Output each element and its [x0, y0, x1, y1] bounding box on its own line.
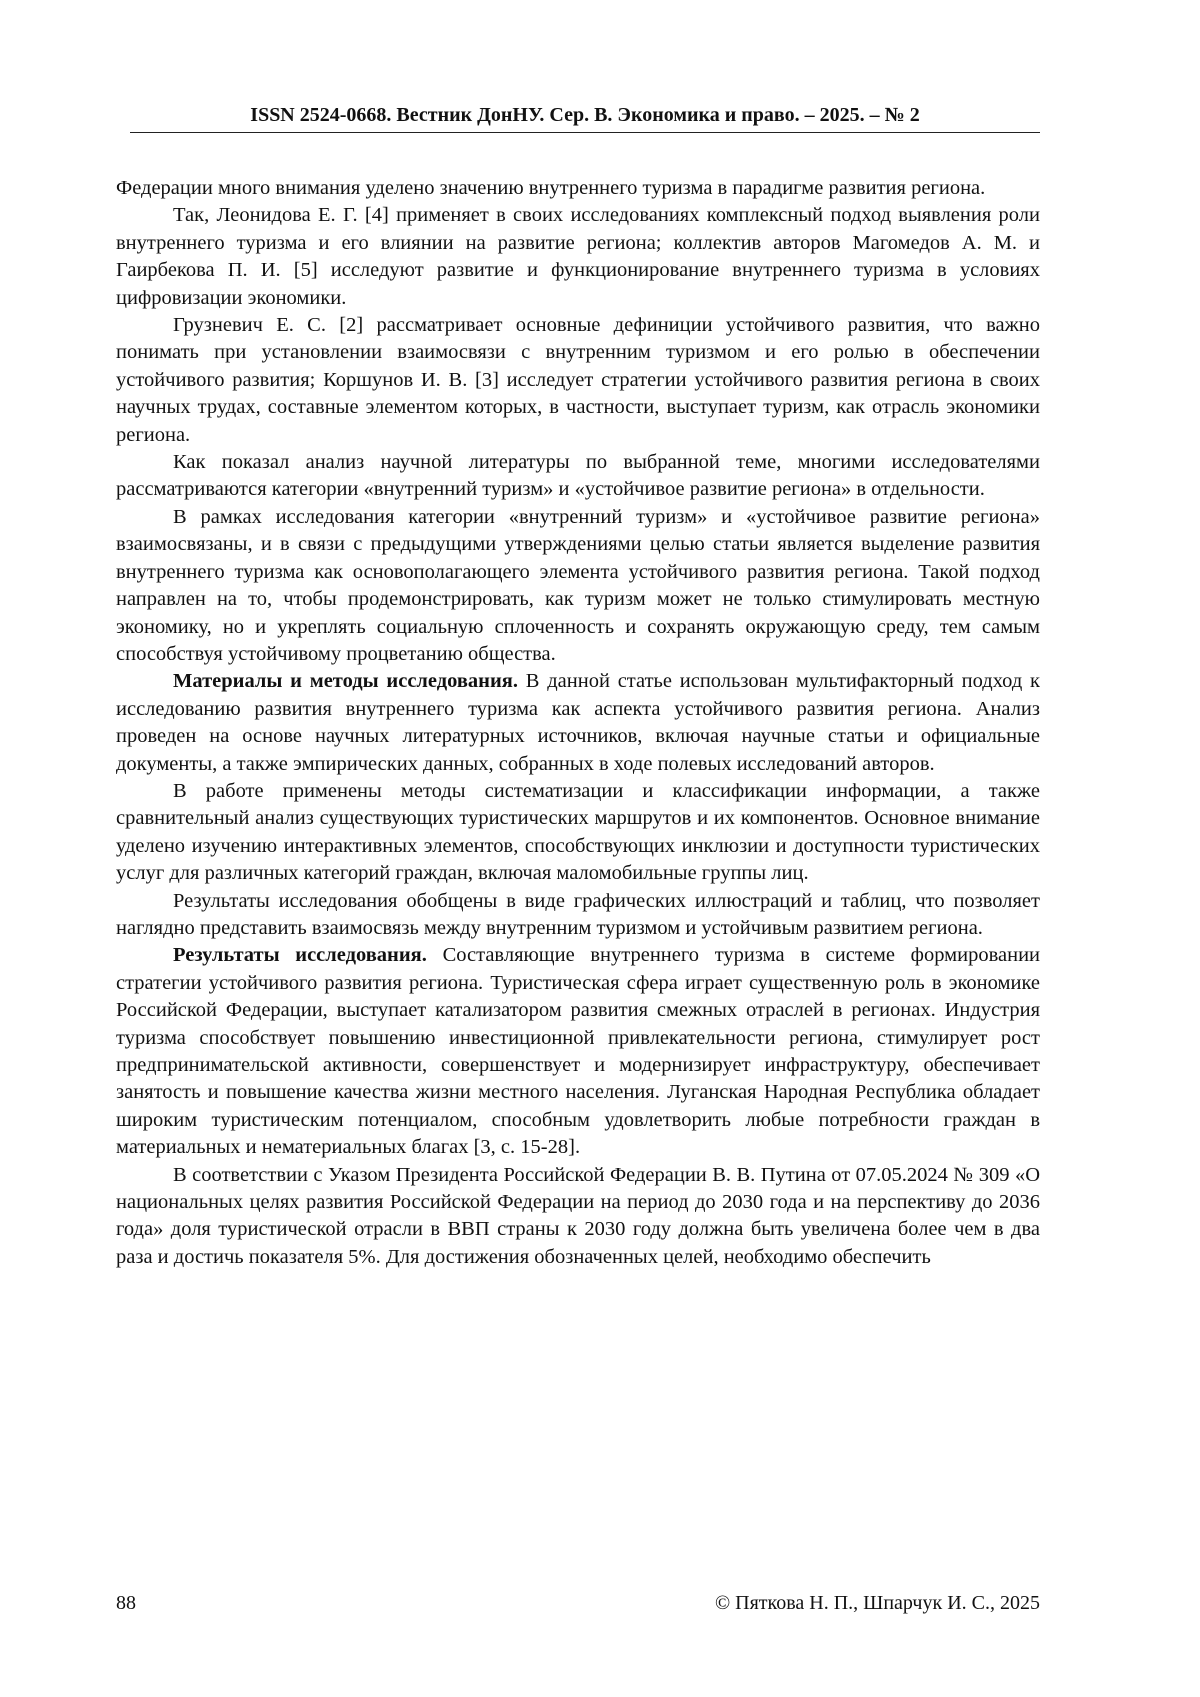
running-header: ISSN 2524-0668. Вестник ДонНУ. Сер. В. Экономика и право. – 2025. – № 2 — [250, 104, 920, 126]
page-footer — [116, 1590, 1040, 1616]
paragraph-literature-2: Грузневич Е. С. [2] рассматривает основные дефиниции устойчивого развития, что важно понимать при установлении взаимосвязи с внутренним туризмом и его ролью в обеспечении устойчивого развития; Коршунов И. В. [3] исследует стратегии устойчивого развития региона в своих научных трудах, составные элементом которых, в частности, выступает туризм, как отрасль экономики региона. — [116, 314, 1040, 446]
paragraph-results-2: В соответствии с Указом Президента Российской Федерации В. В. Путина от 07.05.2024 № 309 «О национальных целях развития Российской Федерации на период до 2030 года и на перспективу до 2036 года» доля туристической отрасли в ВВП страны к 2030 году должна быть увеличена более чем в два раза и достичь показателя 5%. Для достижения обозначенных целей, необходимо обеспечить — [116, 1163, 1040, 1268]
results-text: Составляющие внутреннего туризма в системе формировании стратегии устойчивого развития региона. Туристическая сфера играет существенную роль в экономике Российской Федерации, выступает катализатором развития смежных отраслей в регионах. Индустрия туризма способствует повышению инвестиционной привлекательности региона, стимулирует рост предпринимательской активности, совершенствует и модернизирует инфраструктуру, обеспечивает занятость и повышение качества жизни местного населения. Луганская Народная Республика обладает широким туристическим потенциалом, способным удовлетворить любые потребности граждан в материальных и нематериальных благах [3, с. 15-28]. — [116, 944, 1041, 1159]
article-body — [116, 175, 1040, 1271]
paragraph-methods — [116, 668, 1040, 778]
copyright-notice: © Пяткова Н. П., Шпарчук И. С., 2025 — [714, 1592, 1040, 1614]
paragraph-methods-3: Результаты исследования обобщены в виде графических иллюстраций и таблиц, что позволяет наглядно представить взаимосвязь между внутренним туризмом и устойчивым развитием региона. — [116, 889, 1040, 939]
header-divider — [130, 132, 1040, 133]
paragraph-article-goal: В рамках исследования категории «внутренний туризм» и «устойчивое развитие региона» взаимосвязаны, и в связи с предыдущими утверждениями целью статьи является выделение развития внутреннего туризма как основополагающего элемента устойчивого развития региона. Такой подход направлен на то, чтобы продемонстрировать, как туризм может не только стимулировать местную экономику, но и укреплять социальную сплоченность и сохранять окружающую среду, тем самым способствуя устойчивому процветанию общества. — [116, 505, 1040, 665]
paragraph-methods-2: В работе применены методы систематизации и классификации информации, а также сравнительный анализ существующих туристических маршрутов и их компонентов. Основное внимание уделено изучению интерактивных элементов, способствующих инклюзии и доступности туристических услуг для различных категорий граждан, включая маломобильные группы лиц. — [116, 779, 1040, 885]
page-number: 88 — [116, 1592, 136, 1614]
paragraph-results — [116, 942, 1040, 1161]
paragraph-literature-analysis: Как показал анализ научной литературы по выбранной теме, многими исследователями рассматриваются категории «внутренний туризм» и «устойчивое развитие региона» в отдельности. — [116, 451, 1040, 501]
methods-heading: Материалы и методы исследования. — [173, 670, 519, 693]
paragraph-continuation: Федерации много внимания уделено значению внутреннего туризма в парадигме развития региона. — [116, 177, 986, 199]
methods-text: В данной статье использован мультифакторный подход к исследованию развития внутреннего туризма как аспекта устойчивого развития региона. Анализ проведен на основе научных литературных источников, включая научные статьи и официальные документы, а также эмпирических данных, собранных в ходе полевых исследований авторов. — [116, 670, 1040, 775]
results-heading: Результаты исследования. — [173, 944, 427, 967]
paragraph-literature-1: Так, Леонидова Е. Г. [4] применяет в своих исследованиях комплексный подход выявления роли внутреннего туризма и его влиянии на развитие региона; коллектив авторов Магомедов А. М. и Гаирбекова П. И. [5] исследуют развитие и функционирование внутреннего туризма в условиях цифровизации экономики. — [116, 204, 1040, 309]
